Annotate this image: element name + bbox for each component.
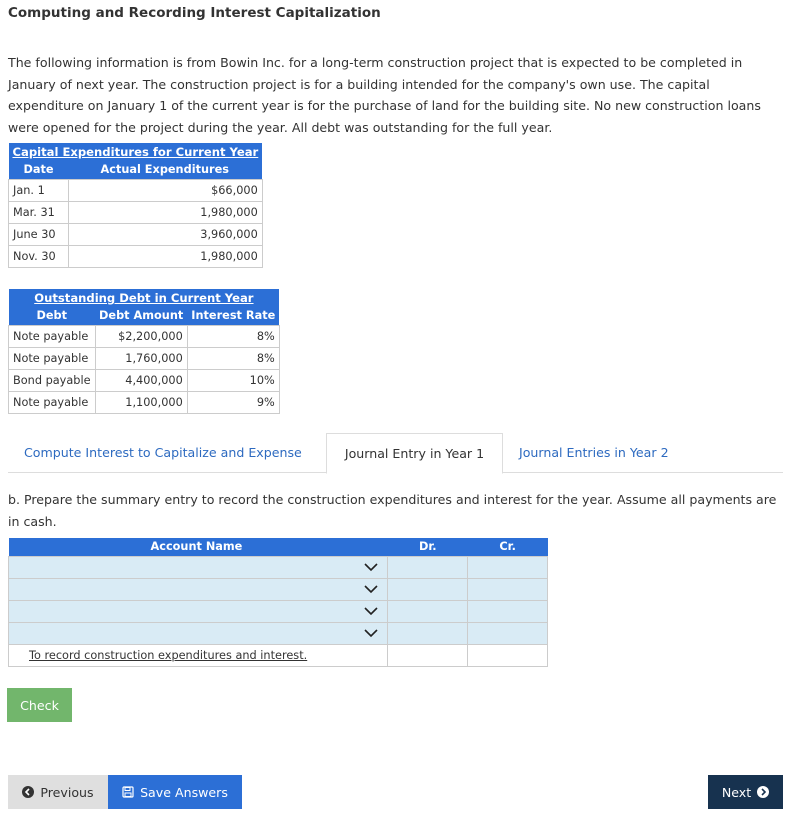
debt-table-caption: Outstanding Debt in Current Year [9,289,280,307]
chevron-right-circle-icon [757,786,769,798]
account-select[interactable] [9,556,388,578]
journal-memo: To record construction expenditures and interest. [29,648,308,662]
journal-row [9,556,548,578]
cell-debt-amount: 1,100,000 [95,391,187,413]
cell-interest-rate: 8% [187,325,279,347]
cell-expenditure: 1,980,000 [69,201,263,223]
cell-expenditure: $66,000 [69,179,263,201]
credit-input[interactable] [468,600,548,622]
cell-date: Mar. 31 [9,201,69,223]
tab-compute-interest[interactable]: Compute Interest to Capitalize and Expense [24,445,302,460]
capital-table-caption: Capital Expenditures for Current Year [9,143,263,161]
tab-journal-entry-year-1[interactable]: Journal Entry in Year 1 [326,433,503,474]
table-row [9,245,263,267]
cell-debt-amount: 1,760,000 [95,347,187,369]
col-header-interest-rate: Interest Rate [187,307,279,325]
memo-cell [9,644,388,666]
debit-input[interactable] [388,622,468,644]
table-row [9,325,280,347]
save-icon [122,786,134,798]
col-header-debt: Debt [9,307,96,325]
save-answers-label: Save Answers [140,784,228,800]
table-row [9,391,280,413]
credit-input[interactable] [468,622,548,644]
cell-debt: Note payable [9,391,96,413]
outstanding-debt-table [8,289,280,414]
cell-date: Nov. 30 [9,245,69,267]
col-header-account-name: Account Name [9,538,388,556]
journal-entry-table [8,538,548,667]
account-select[interactable] [9,600,388,622]
col-header-credit: Cr. [468,538,548,556]
tab-journal-entries-year-2[interactable]: Journal Entries in Year 2 [519,445,669,460]
cell-debt: Note payable [9,347,96,369]
cell-debt: Bond payable [9,369,96,391]
chevron-down-icon [363,604,379,618]
table-row [9,347,280,369]
cell-expenditure: 3,960,000 [69,223,263,245]
next-label: Next [721,784,752,800]
debit-input[interactable] [388,578,468,600]
cell-debt-amount: $2,200,000 [95,325,187,347]
page-title: Computing and Recording Interest Capitalization [8,5,381,21]
problem-description: The following information is from Bowin Inc. for a long-term construction project that is expected to be completed in January of next year. The construction project is for a building intended for the company's own use. The capital expenditure on January 1 of the current year is for the purchase of land for the building site. No new construction loans were opened for the project during the year. All debt was outstanding for the full year. [8,55,761,135]
cell-date: Jan. 1 [9,179,69,201]
memo-debit-blank [388,644,468,666]
cell-debt-amount: 4,400,000 [95,369,187,391]
next-button[interactable] [708,775,783,809]
col-header-date: Date [9,161,69,179]
table-row [9,201,263,223]
account-select[interactable] [9,622,388,644]
debit-input[interactable] [388,556,468,578]
journal-row [9,578,548,600]
cell-interest-rate: 8% [187,347,279,369]
credit-input[interactable] [468,578,548,600]
debit-input[interactable] [388,600,468,622]
chevron-down-icon [363,560,379,574]
col-header-debit: Dr. [388,538,468,556]
chevron-left-circle-icon [22,786,34,798]
chevron-down-icon [363,582,379,596]
check-button[interactable]: Check [7,688,72,722]
cell-interest-rate: 9% [187,391,279,413]
credit-input[interactable] [468,556,548,578]
cell-date: June 30 [9,223,69,245]
col-header-actual-expenditures: Actual Expenditures [69,161,263,179]
capital-expenditures-table [8,143,263,268]
previous-label: Previous [40,784,94,800]
question-text: b. Prepare the summary entry to record the construction expenditures and interest for the year. Assume all payments are in cash. [8,492,777,529]
journal-row [9,600,548,622]
table-row [9,223,263,245]
account-select[interactable] [9,578,388,600]
table-row [9,179,263,201]
tab-bar [8,433,783,473]
previous-button[interactable] [8,775,108,809]
save-answers-button[interactable] [108,775,242,809]
journal-memo-row [9,644,548,666]
col-header-debt-amount: Debt Amount [95,307,187,325]
journal-row [9,622,548,644]
table-row [9,369,280,391]
cell-interest-rate: 10% [187,369,279,391]
cell-debt: Note payable [9,325,96,347]
memo-credit-blank [468,644,548,666]
cell-expenditure: 1,980,000 [69,245,263,267]
chevron-down-icon [363,626,379,640]
